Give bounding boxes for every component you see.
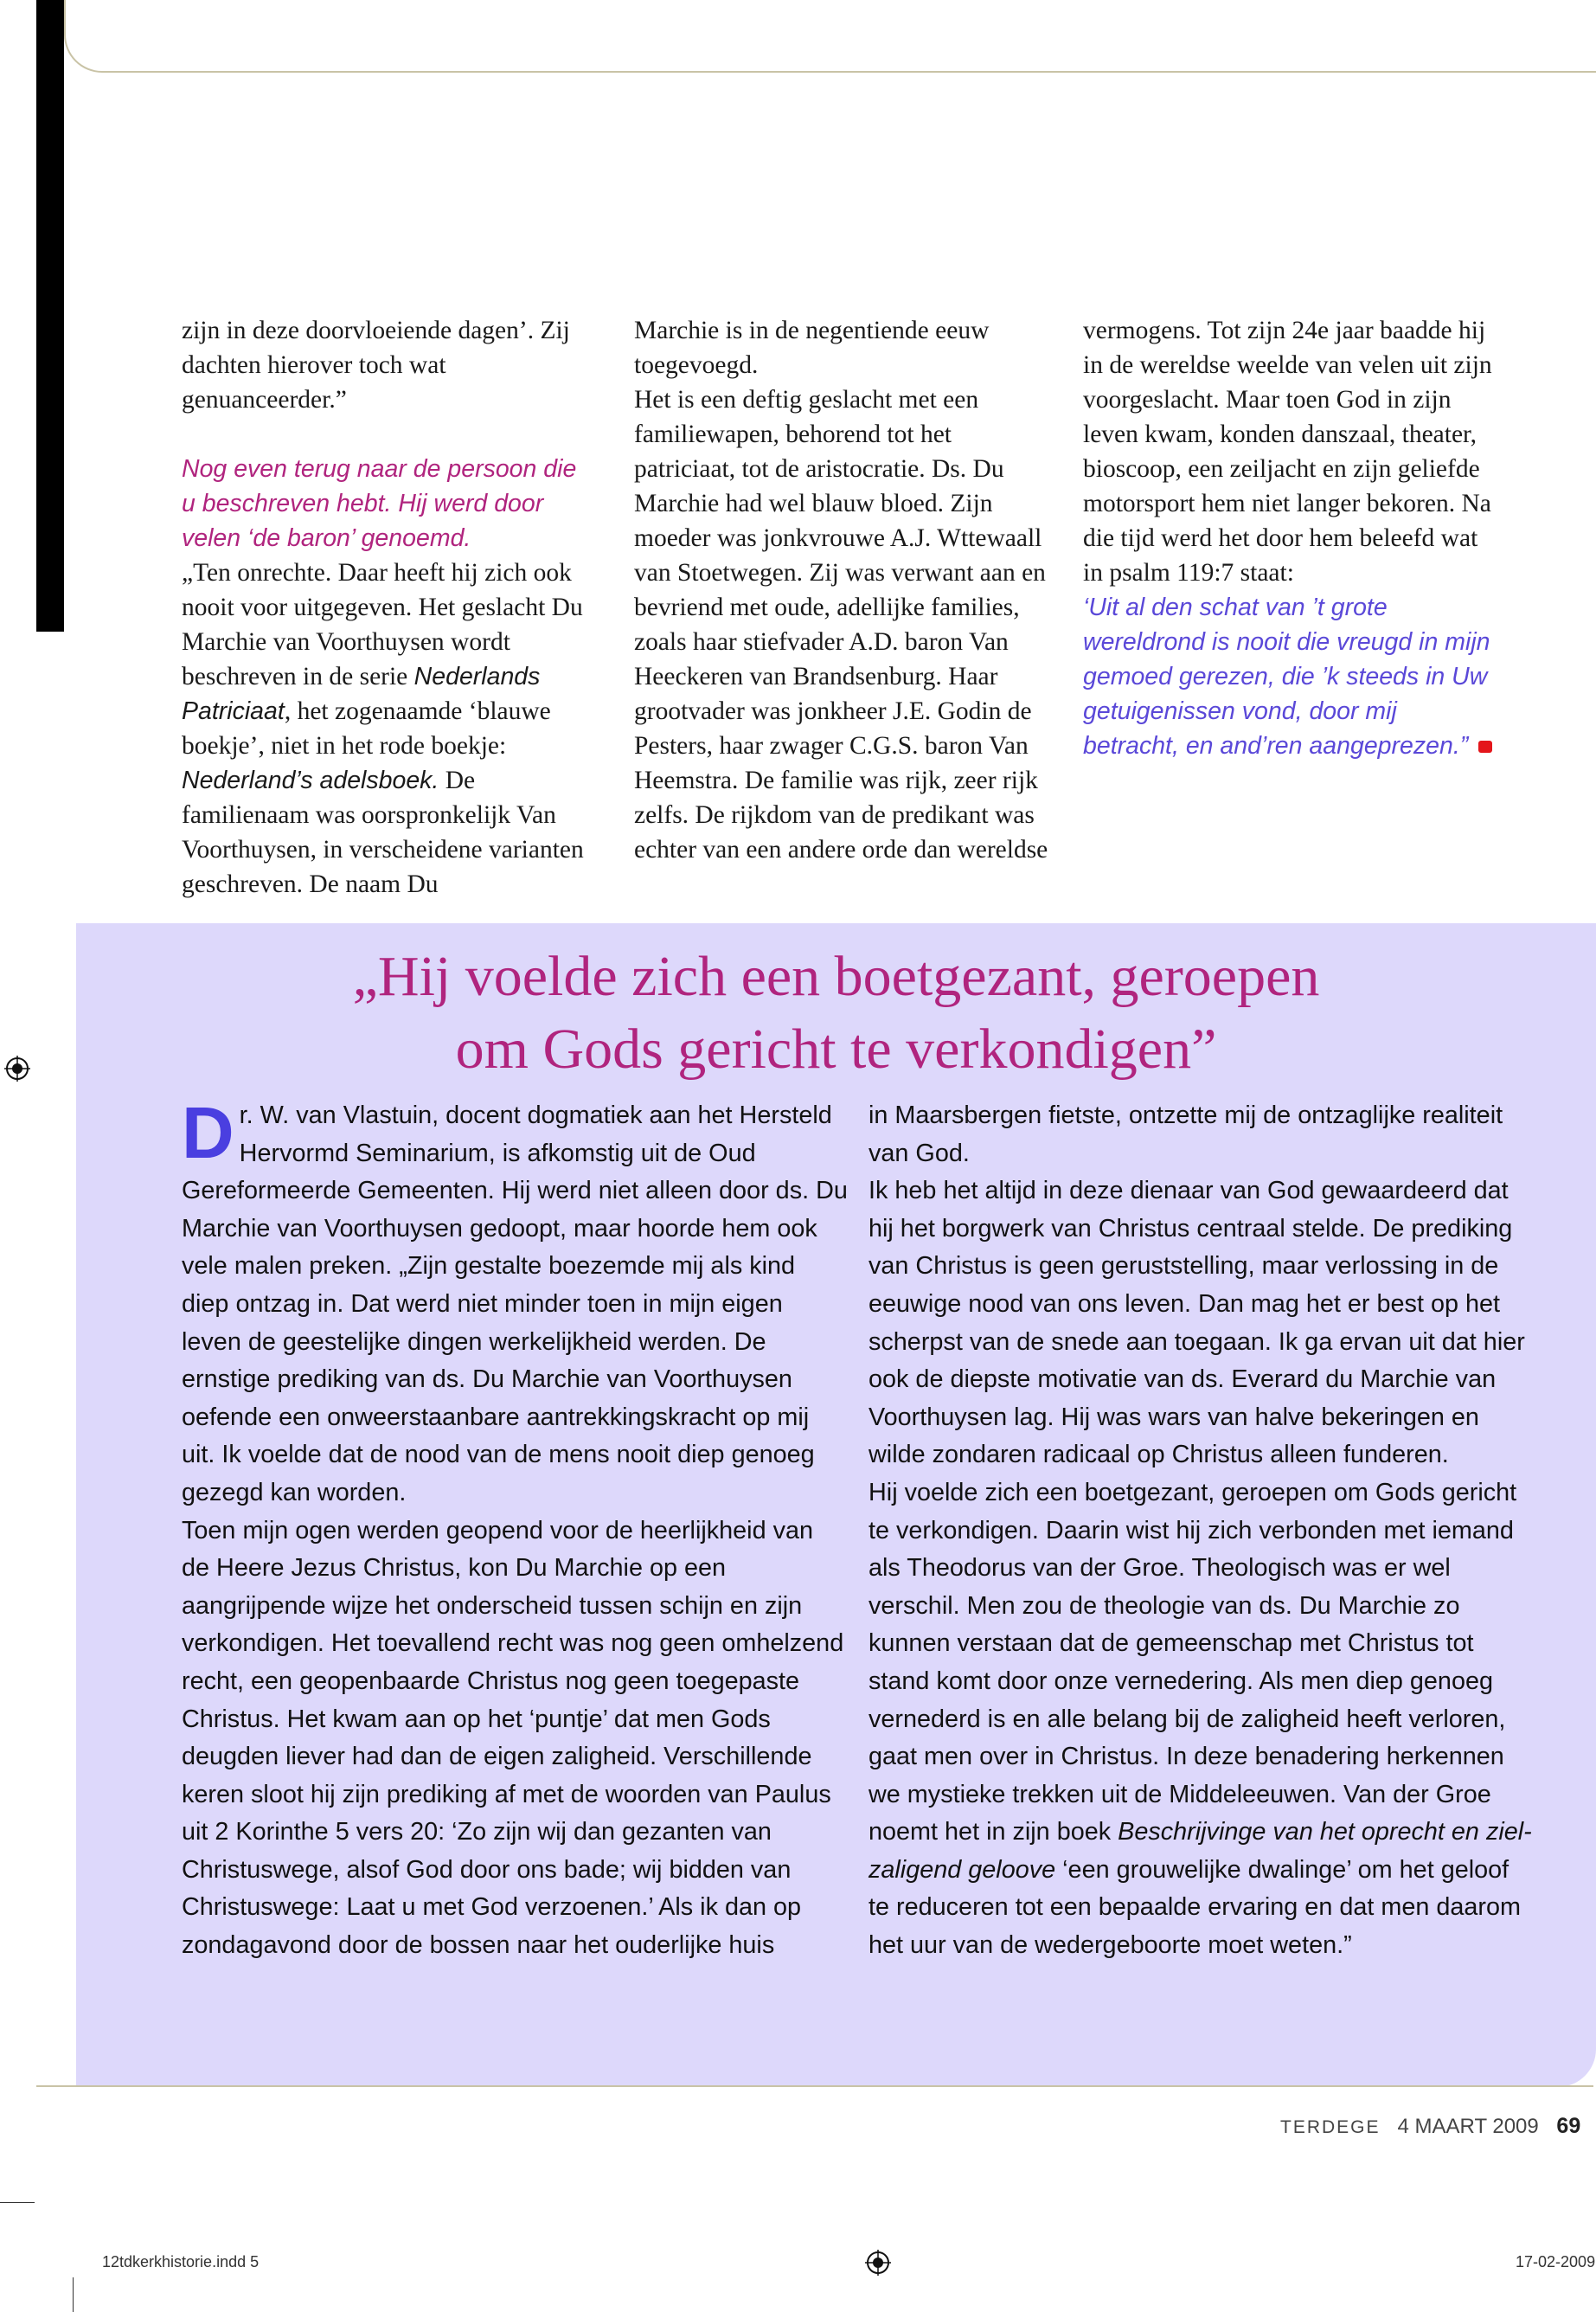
- paragraph: Ik heb het altijd in deze dienaar van God gewaardeerd dat hij het borgwerk van Christus centraal stelde. De prediking van Christus is geen geruststelling, maar verlossing in de eeuwige nood van ons leven. Dan mag het er best op het scherpst van de snede aan toegaan. Ik ga ervan uit dat hier ook de diepste motivatie van ds. Everard du Marchie van Voorthuysen lag. Hij was wars van halve bekeringen en wilde zondaren radicaal op Christus alleen funderen.: [869, 1177, 1525, 1469]
- box-bottom-rule: [36, 2085, 1593, 2087]
- crop-mark: [0, 2202, 35, 2203]
- paragraph: in Maarsbergen fietste, ontzette mij de ontzaglijke realiteit van God.: [869, 1101, 1503, 1167]
- left-black-bar: [36, 0, 64, 632]
- box-headline: „Hij voelde zich een boetgezant, geroepen om Gods gericht te verkondigen”: [352, 945, 1320, 1081]
- drop-cap: D: [182, 1092, 234, 1173]
- article-column-1: [182, 313, 597, 902]
- box-column-right: [869, 1097, 1535, 1965]
- paragraph: „Ten onrechte. Daar heeft hij zich ook nooit voor uitgegeven. Het geslacht Du Marchie van Voorthuysen wordt beschreven in de serie Nederlands Patriciaat, het zogenaamde ‘blauwe boekje’, niet in het rode boekje: Nederland’s adelsboek. De familienaam was oorspronkelijk Van Voorthuysen, in verscheidene varianten geschreven. De naam Du: [182, 559, 584, 898]
- paragraph: Het is een deftig geslacht met een familiewapen, behorend tot het patriciaat, tot de aristocratie. Ds. Du Marchie had wel blauw bloed. Zijn moeder was jonkvrouwe A.J. Wttewaall van Stoetwegen. Zij was verwant aan en bevriend met oude, adellijke families, zoals haar stiefvader A.D. baron Van Heeckeren van Brandsenburg. Haar grootvader was jonkheer J.E. Godin de Pesters, haar zwager C.G.S. baron Van Heemstra. De familie was rijk, zeer rijk zelfs. De rijkdom van de predikant was echter van een andere orde dan wereldse: [634, 386, 1048, 864]
- registration-mark-icon: [4, 1056, 30, 1082]
- crop-mark: [73, 2277, 74, 2312]
- psalm-quote: ‘Uit al den schat van ’t grote wereldrond is nooit die vreugd in mijn gemoed gerezen, die ’k steeds in Uw getuigenissen vond, door mij betracht, en and’ren aangeprezen.”: [1083, 590, 1498, 763]
- top-decorative-rule: [64, 0, 1596, 73]
- paragraph: Toen mijn ogen werden geopend voor de heerlijkheid van de Heere Jezus Christus, kon Du Marchie op een aangrijpende wijze het onderscheid tussen schijn en zijn verkondigen. Het toevallend recht was nog geen omhelzend recht, een geopenbaarde Christus nog geen toegepaste Christus. Het kwam aan op het ‘puntje’ dat men Gods deugden liever had dan de eigen zaligheid. Verschillende keren sloot hij zijn prediking af met de woorden van Paulus uit 2 Korinthe 5 vers 20: ‘Zo zijn wij dan gezanten van Christuswege, alsof God door ons bade; wij bidden van Christuswege: Laat u met God verzoenen.’ Als ik dan op zondagavond door de bossen naar het ouderlijke huis: [182, 1516, 844, 1960]
- print-slug-date: 17-02-2009: [1516, 2253, 1596, 2270]
- page-footer: [1280, 2114, 1580, 2139]
- paragraph: Hij voelde zich een boetgezant, geroepen om Gods gericht te verkondigen. Daarin wist hij zich verbonden met iemand als Theodorus van der Groe. Theologisch was er wel verschil. Men zou de theologie van ds. Du Marchie zo kunnen verstaan dat de gemeenschap met Christus tot stand komt door onze vernedering. Als men diep genoeg vernederd is en alle belang bij de zaligheid heeft verloren, gaat men over in Christus. In deze benadering herkennen we mystieke trekken uit de Middeleeuwen. Van der Groe noemt het in zijn boek Beschrijvinge van het oprecht en ziel-zaligend geloove ‘een grouwelijke dwalinge’ om het geloof te reduceren tot een bepaalde ervaring en dat men daarom het uur van de wedergeboorte moet weten.”: [869, 1478, 1532, 1960]
- registration-mark-icon: [865, 2250, 891, 2276]
- interview-question: Nog even terug naar de persoon die u beschreven hebt. Hij werd door velen ‘de baron’ genoemd.: [182, 455, 577, 552]
- page-number: 69: [1556, 2114, 1581, 2138]
- issue-date: 4 MAART 2009: [1397, 2115, 1539, 2138]
- box-column-left: [182, 1092, 848, 1965]
- article-column-3: [1083, 313, 1498, 763]
- paragraph: vermogens. Tot zijn 24e jaar baadde hij in de wereldse weelde van velen uit zijn voorgeslacht. Maar toen God in zijn leven kwam, konden danszaal, theater, bioscoop, een zeiljacht en zijn geliefde motorsport hem niet langer bekoren. Na die tijd werd het door hem beleefd wat in psalm 119:7 staat:: [1083, 317, 1492, 587]
- magazine-name: TERDEGE: [1280, 2117, 1381, 2137]
- paragraph: Marchie is in de negentiende eeuw toegevoegd.: [634, 317, 990, 379]
- article-column-2: [634, 313, 1049, 867]
- paragraph: Dr. W. van Vlastuin, docent dogmatiek aan het Hersteld Hervormd Seminarium, is afkomstig uit de Oud Gereformeerde Gemeenten. Hij werd niet alleen door ds. Du Marchie van Voorthuysen gedoopt, maar hoorde hem ook vele malen preken. „Zijn gestalte boezemde mij als kind diep ontzag in. Dat werd niet minder toen in mijn eigen leven de geestelijke dingen werkelijkheid werden. De ernstige prediking van ds. Du Marchie van Voorthuysen oefende een onweerstaanbare aantrekkingskracht op mij uit. Ik voelde dat de nood van de mens nooit diep genoeg gezegd kan worden.: [182, 1092, 848, 1506]
- print-slug-file: 12tdkerkhistorie.indd 5: [102, 2253, 260, 2270]
- paragraph: zijn in deze doorvloeiende dagen’. Zij dachten hierover toch wat genuanceerder.”: [182, 317, 570, 414]
- end-of-article-mark: [1478, 741, 1492, 753]
